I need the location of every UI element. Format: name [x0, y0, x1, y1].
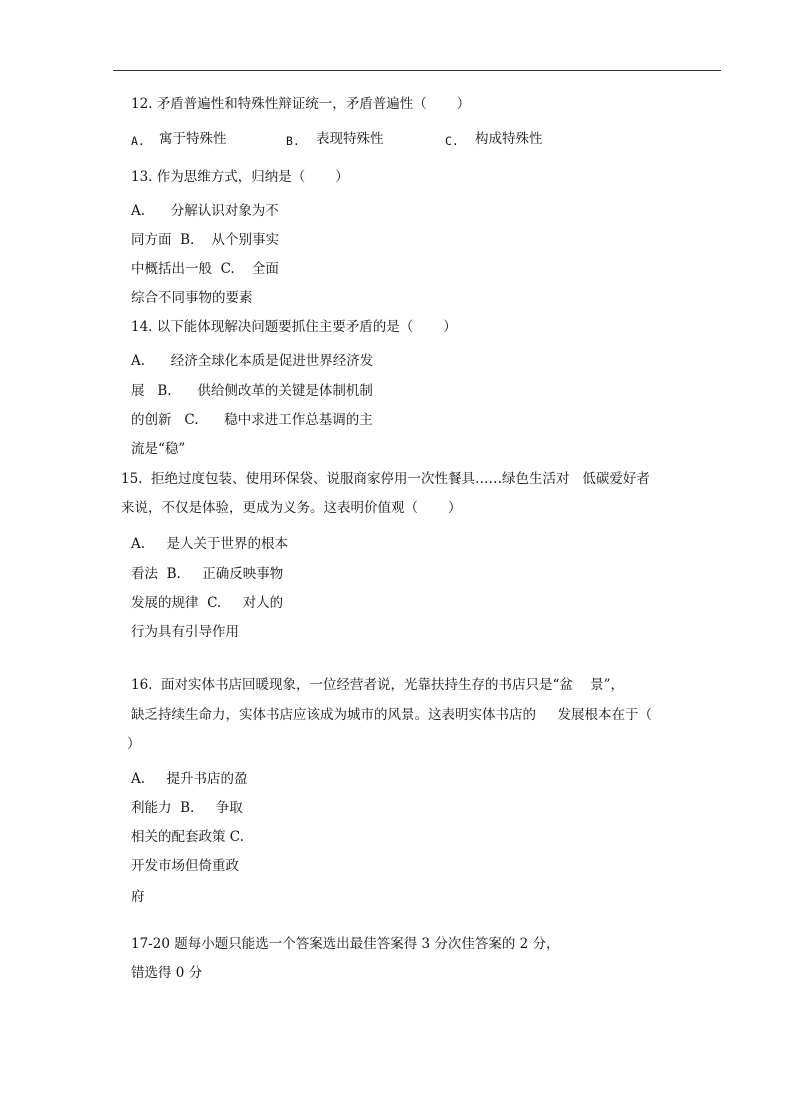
scoring-note-line: 17-20 题每小题只能选一个答案选出最佳答案得 3 分次佳答案的 2 分， — [131, 936, 560, 952]
q16-options-line: 利能力 B. 争取 — [131, 800, 243, 816]
q16-stem-line: 16. 面对实体书店回暖现象，一位经营者说，光靠扶持生存的书店只是“盆 景”， — [131, 677, 625, 693]
q14-options-line: 展 B. 供给侧改革的关键是体制机制 — [131, 383, 373, 399]
q12-option-c-letter: C. — [445, 134, 459, 148]
q12-option-c-text: 构成特殊性 — [475, 131, 543, 147]
q15-options-line: A. 是人关于世界的根本 — [131, 536, 288, 552]
q14-stem: 14. 以下能体现解决问题要抓住主要矛盾的是（ ） — [131, 319, 457, 335]
q13-options-line: 同方面 B. 从个别事实 — [131, 232, 279, 248]
header-rule — [113, 70, 721, 71]
q13-options-line: 中概括出一般 C. 全面 — [131, 261, 279, 277]
q13-stem: 13. 作为思维方式，归纳是（ ） — [131, 169, 349, 185]
q16-options-line: 相关的配套政策 C. — [131, 829, 244, 845]
q12-option-b-letter: B. — [286, 134, 300, 148]
q13-options-line: A. 分解认识对象为不 — [131, 203, 279, 219]
q16-options-line: A. 提升书店的盈 — [131, 771, 248, 787]
q12-option-b-text: 表现特殊性 — [316, 131, 384, 147]
scoring-note-line: 错选得 0 分 — [131, 965, 203, 981]
q15-options-line: 发展的规律 C. 对人的 — [131, 595, 284, 611]
q16-stem-line: 缺乏持续生命力，实体书店应该成为城市的风景。这表明实体书店的 发展根本在于（ — [131, 707, 652, 723]
q13-options-line: 综合不同事物的要素 — [131, 290, 253, 306]
q12-option-a-letter: A. — [131, 134, 145, 148]
q15-stem-line: 来说，不仅是体验，更成为义务。这表明价值观（ ） — [121, 500, 462, 516]
q12-stem: 12. 矛盾普遍性和特殊性辩证统一，矛盾普遍性（ ） — [131, 96, 471, 112]
q16-options-line: 府 — [131, 889, 145, 905]
q14-options-line: 流是“稳” — [131, 441, 186, 457]
q15-stem-line: 15. 拒绝过度包装、使用环保袋、说服商家停用一次性餐具……绿色生活对 低碳爱好者 — [121, 471, 650, 487]
q14-options-line: A. 经济全球化本质是促进世界经济发 — [131, 353, 374, 369]
q14-options-line: 的创新 C. 稳中求进工作总基调的主 — [131, 412, 373, 428]
q16-stem-line: ） — [127, 736, 141, 752]
q15-options-line: 行为具有引导作用 — [131, 624, 239, 640]
q15-options-line: 看法 B. 正确反映事物 — [131, 566, 284, 582]
q16-options-line: 开发市场但倚重政 — [131, 858, 239, 874]
q12-option-a-text: 寓于特殊性 — [159, 131, 227, 147]
